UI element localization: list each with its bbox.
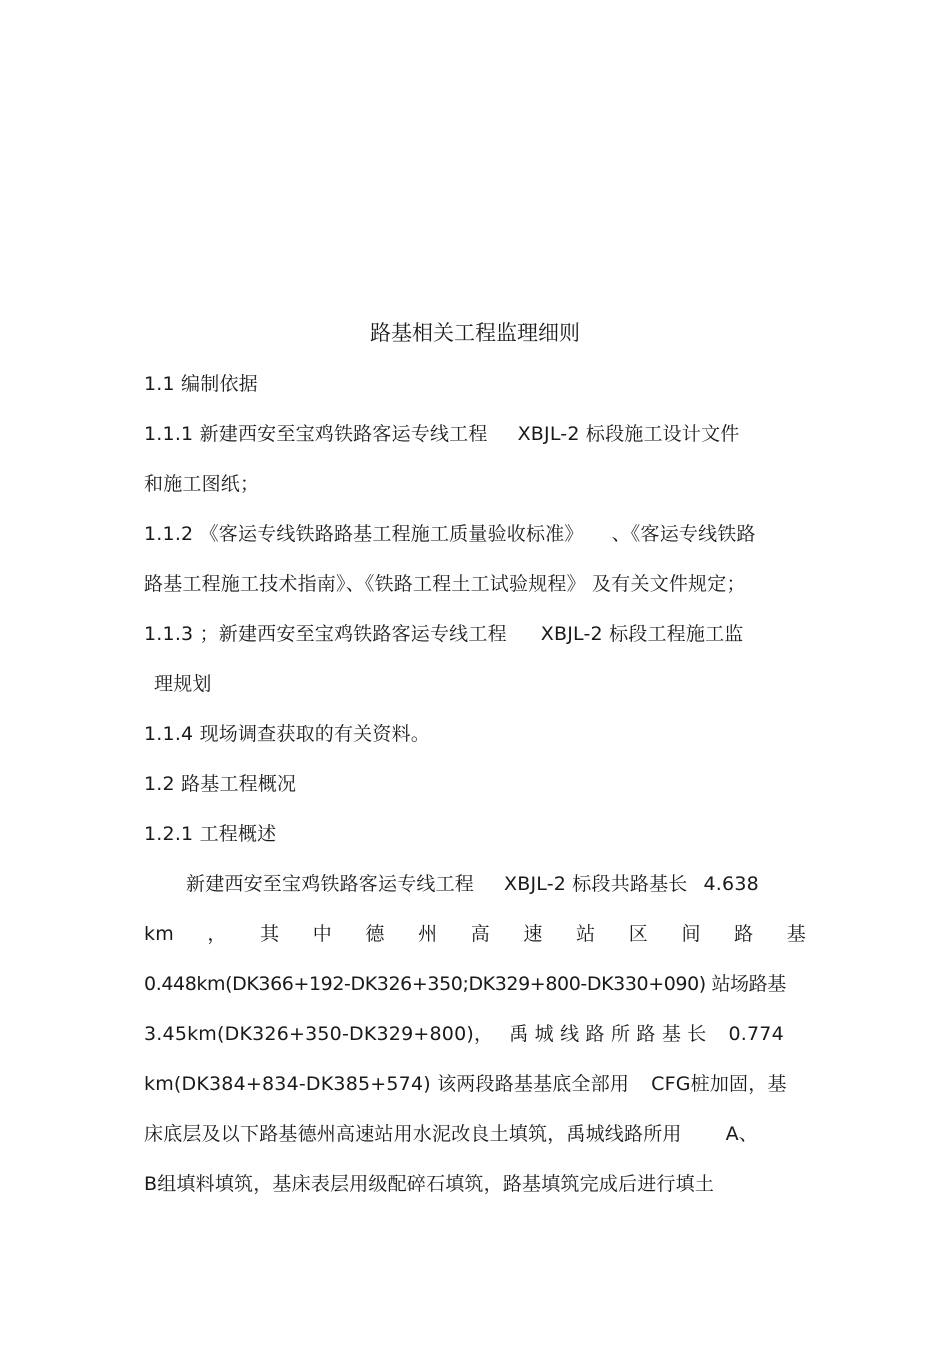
paragraph-line-1-text-b: XBJL-2 标段共路基长 xyxy=(504,873,688,895)
item-1-1-2-text-b: 、《客运专线铁路 xyxy=(611,523,756,545)
item-1-1-3-text-a: 1.1.3 ；新建西安至宝鸡铁路客运专线工程 xyxy=(144,623,507,645)
paragraph-line-6-text-b: A、 xyxy=(725,1123,759,1145)
paragraph-line-5 xyxy=(144,1072,787,1096)
item-1-1-2-text-a: 1.1.2 《客运专线铁路路基工程施工质量验收标准》 xyxy=(144,523,584,545)
paragraph-line-5-text-a: km(DK384+834-DK385+574) 该两段路基基底全部用 xyxy=(144,1073,630,1095)
item-1-1-1-text-b: XBJL-2 标段施工设计文件 xyxy=(517,423,740,445)
paragraph-line-5-text-b: CFG桩加固，基 xyxy=(651,1073,787,1095)
item-1-1-2-line1 xyxy=(144,522,756,546)
paragraph-line-3: 0.448km(DK366+192-DK326+350;DK329+800-DK330+090) 站场路基 xyxy=(144,973,786,995)
paragraph-token: 中 xyxy=(312,923,332,945)
paragraph-line-6 xyxy=(144,1122,758,1146)
document-title: 路基相关工程监理细则 xyxy=(370,321,580,345)
paragraph-token: 间 xyxy=(681,923,701,945)
paragraph-line-1-text-a: 新建西安至宝鸡铁路客运专线工程 xyxy=(186,873,475,895)
paragraph-line-1 xyxy=(186,872,759,896)
item-1-1-3-text-b: XBJL-2 标段工程施工监 xyxy=(540,623,744,645)
item-1-2-1: 1.2.1 工程概述 xyxy=(144,823,277,845)
paragraph-token: 速 xyxy=(523,923,543,945)
paragraph-token: 德 xyxy=(365,923,385,945)
paragraph-token: 区 xyxy=(628,923,648,945)
paragraph-line-4-text-b: 禹 城 线 路 所 路 基 长 xyxy=(509,1023,707,1045)
paragraph-token: 站 xyxy=(576,923,596,945)
paragraph-token: 其 xyxy=(260,923,280,945)
paragraph-line-4-text-c: 0.774 xyxy=(728,1023,784,1045)
item-1-1-1-line2: 和施工图纸； xyxy=(144,473,260,495)
paragraph-line-6-text-a: 床底层及以下路基德州高速站用水泥改良土填筑，禹城线路所用 xyxy=(144,1123,682,1145)
paragraph-token: 基 xyxy=(786,923,806,945)
section-heading-1-2: 1.2 路基工程概况 xyxy=(144,773,297,795)
item-1-1-3-line2: 理规划 xyxy=(154,673,212,695)
item-1-1-1-text-a: 1.1.1 新建西安至宝鸡铁路客运专线工程 xyxy=(144,423,488,445)
paragraph-line-4-text-a: 3.45km(DK326+350-DK329+800)， xyxy=(144,1023,494,1045)
paragraph-token: 州 xyxy=(418,923,438,945)
paragraph-line-4 xyxy=(144,1022,784,1046)
item-1-1-1-line1 xyxy=(144,422,739,446)
paragraph-token: 路 xyxy=(734,923,754,945)
item-1-1-4: 1.1.4 现场调查获取的有关资料。 xyxy=(144,723,430,745)
paragraph-token: 高 xyxy=(470,923,490,945)
paragraph-line-7: B组填料填筑，基床表层用级配碎石填筑，路基填筑完成后进行填土 xyxy=(144,1173,715,1195)
section-heading-1-1: 1.1 编制依据 xyxy=(144,373,258,395)
paragraph-token: ， xyxy=(207,923,227,945)
item-1-1-3-line1 xyxy=(144,622,744,646)
paragraph-line-2 xyxy=(144,922,806,946)
item-1-1-2-line2: 路基工程施工技术指南》、《铁路工程土工试验规程》 及有关文件规定； xyxy=(144,573,746,595)
paragraph-token: km xyxy=(144,923,174,945)
paragraph-line-1-text-c: 4.638 xyxy=(703,873,759,895)
